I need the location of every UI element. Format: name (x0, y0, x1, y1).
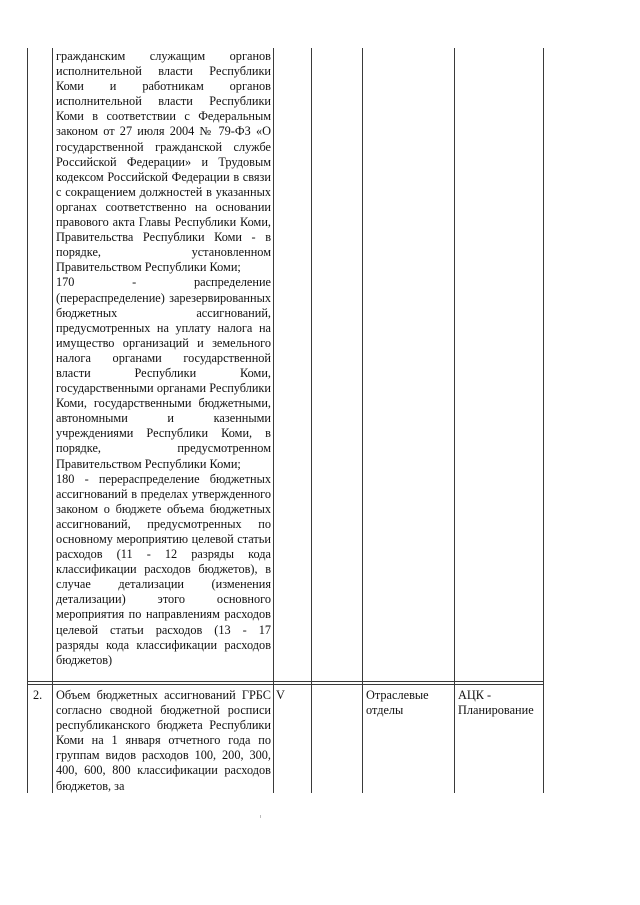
row2-description: Объем бюджетных ассигнований ГРБС согласно сводной бюджетной росписи республиканского бюджета Республики Коми на 1 января отчетного года по группам видов расходов 100, 200, 300, 400, 600, 800 классификации расходов бюджетов, за (56, 688, 271, 793)
row1-description-paragraph: 170 - распределение (перераспределение) зарезервированных бюджетных ассигнований, предусмотренных на уплату налога на имущество организаций и земельного налога органами государственной власти Республики Коми, государственными органами Республики Коми, государственными бюджетными, автономными и казенными учреждениями Республики Коми, в порядке, предусмотренном Правительством Республики Коми; (56, 275, 271, 471)
row2-mark: V (276, 688, 285, 702)
row2-responsible: Отраслевые отделы (366, 688, 429, 718)
row1-description-cell (56, 49, 271, 668)
scan-speck (260, 815, 261, 818)
row1-description-paragraph: гражданским служащим органов исполнительной власти Республики Коми и работникам органов исполнительной власти Республики Коми в соответствии с Федеральным законом от 27 июля 2004 № 79-ФЗ «О государственной гражданской службе Российской Федерации» и Трудовым кодексом Российской Федерации в связи с сокращением должностей в указанных органах соответственно на основании правового акта Главы Республики Коми, Правительства Республики Коми - в порядке, установленном Правительством Республики Коми; (56, 49, 271, 275)
row-divider (27, 684, 544, 685)
row2-number: 2. (33, 688, 43, 702)
row1-description-paragraph: 180 - перераспределение бюджетных ассигнований в пределах утвержденного законом о бюджете объема бюджетных ассигнований, предусмотренных по основному мероприятию целевой статьи расходов (11 - 12 разряды кода классификации расходов бюджетов), в случае детализации (изменения детализации) этого основного мероприятия по направлениям расходов целевой статьи расходов (13 - 17 разряды кода классификации расходов бюджетов) (56, 471, 271, 667)
row2-system: АЦК - Планирование (458, 688, 534, 718)
row-divider (27, 681, 544, 682)
